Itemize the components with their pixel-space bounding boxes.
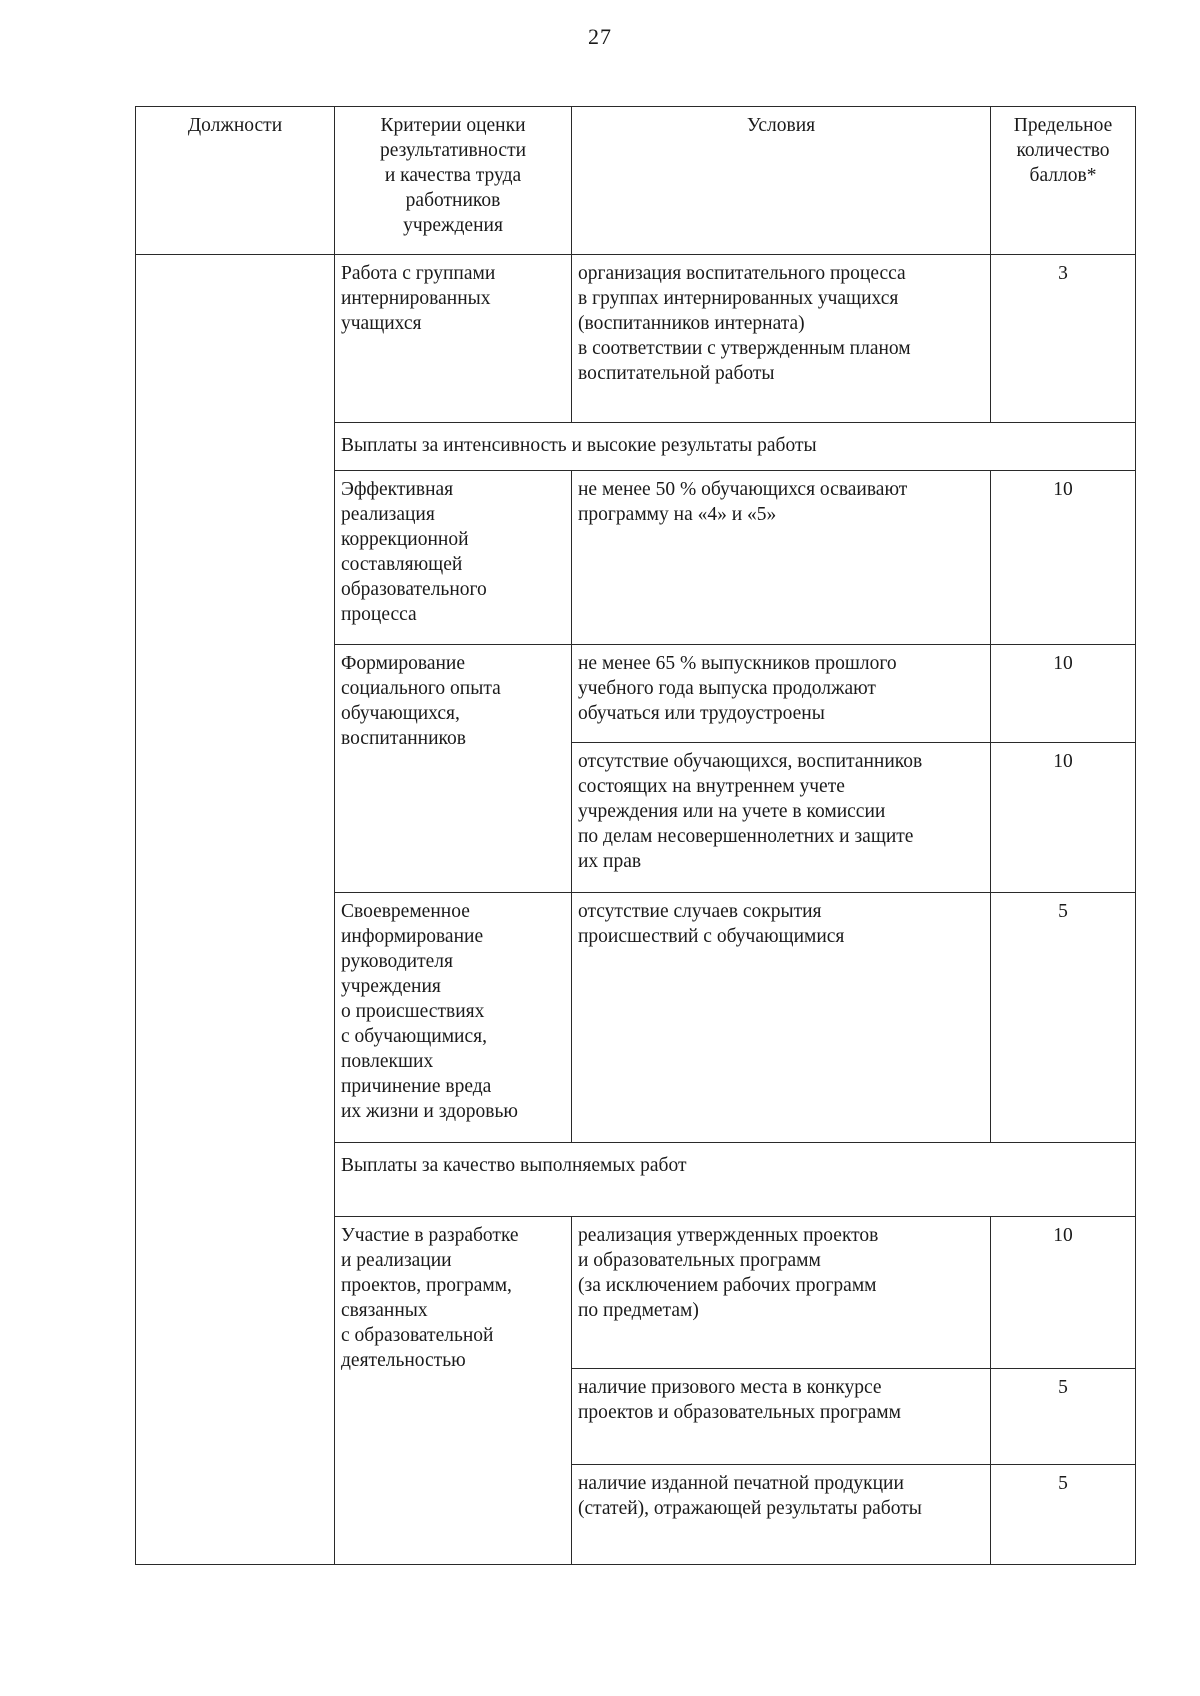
page-number: 27 <box>588 24 612 49</box>
criteria-cell: Формирование социального опыта обучающихся, воспитанников <box>335 645 572 893</box>
header-criteria: Критерии оценки результативности и качества труда работников учреждения <box>335 107 572 255</box>
points-cell: 3 <box>991 255 1136 423</box>
header-conditions: Условия <box>572 107 991 255</box>
points-cell: 5 <box>991 1465 1136 1565</box>
criteria-table <box>135 106 1136 1565</box>
conditions-cell: не менее 65 % выпускников прошлого учебного года выпуска продолжают обучаться или трудоустроены <box>572 645 991 743</box>
section-heading: Выплаты за качество выполняемых работ <box>335 1143 1136 1217</box>
points-cell: 5 <box>991 1369 1136 1465</box>
conditions-cell: реализация утвержденных проектов и образовательных программ (за исключением рабочих программ по предметам) <box>572 1217 991 1369</box>
conditions-cell: наличие призового места в конкурсе проектов и образовательных программ <box>572 1369 991 1465</box>
conditions-cell: не менее 50 % обучающихся осваивают программу на «4» и «5» <box>572 471 991 645</box>
points-cell: 5 <box>991 893 1136 1143</box>
conditions-cell: отсутствие случаев сокрытия происшествий с обучающимися <box>572 893 991 1143</box>
points-cell: 10 <box>991 645 1136 743</box>
position-cell <box>136 255 335 1565</box>
points-cell: 10 <box>991 743 1136 893</box>
header-max-points: Предельное количество баллов* <box>991 107 1136 255</box>
criteria-cell: Своевременное информирование руководителя учреждения о происшествиях с обучающимися, повлекших причинение вреда их жизни и здоровью <box>335 893 572 1143</box>
points-cell: 10 <box>991 1217 1136 1369</box>
points-cell: 10 <box>991 471 1136 645</box>
criteria-cell: Участие в разработке и реализации проектов, программ, связанных с образовательной деятельностью <box>335 1217 572 1565</box>
table-header-row <box>136 107 1136 255</box>
conditions-cell: организация воспитательного процесса в группах интернированных учащихся (воспитанников интерната) в соответствии с утвержденным планом воспитательной работы <box>572 255 991 423</box>
section-heading: Выплаты за интенсивность и высокие результаты работы <box>335 423 1136 471</box>
conditions-cell: наличие изданной печатной продукции (статей), отражающей результаты работы <box>572 1465 991 1565</box>
criteria-cell: Работа с группами интернированных учащихся <box>335 255 572 423</box>
table-row <box>136 255 1136 423</box>
criteria-cell: Эффективная реализация коррекционной составляющей образовательного процесса <box>335 471 572 645</box>
conditions-cell: отсутствие обучающихся, воспитанников состоящих на внутреннем учете учреждения или на учете в комиссии по делам несовершеннолетних и защите их прав <box>572 743 991 893</box>
header-position: Должности <box>136 107 335 255</box>
